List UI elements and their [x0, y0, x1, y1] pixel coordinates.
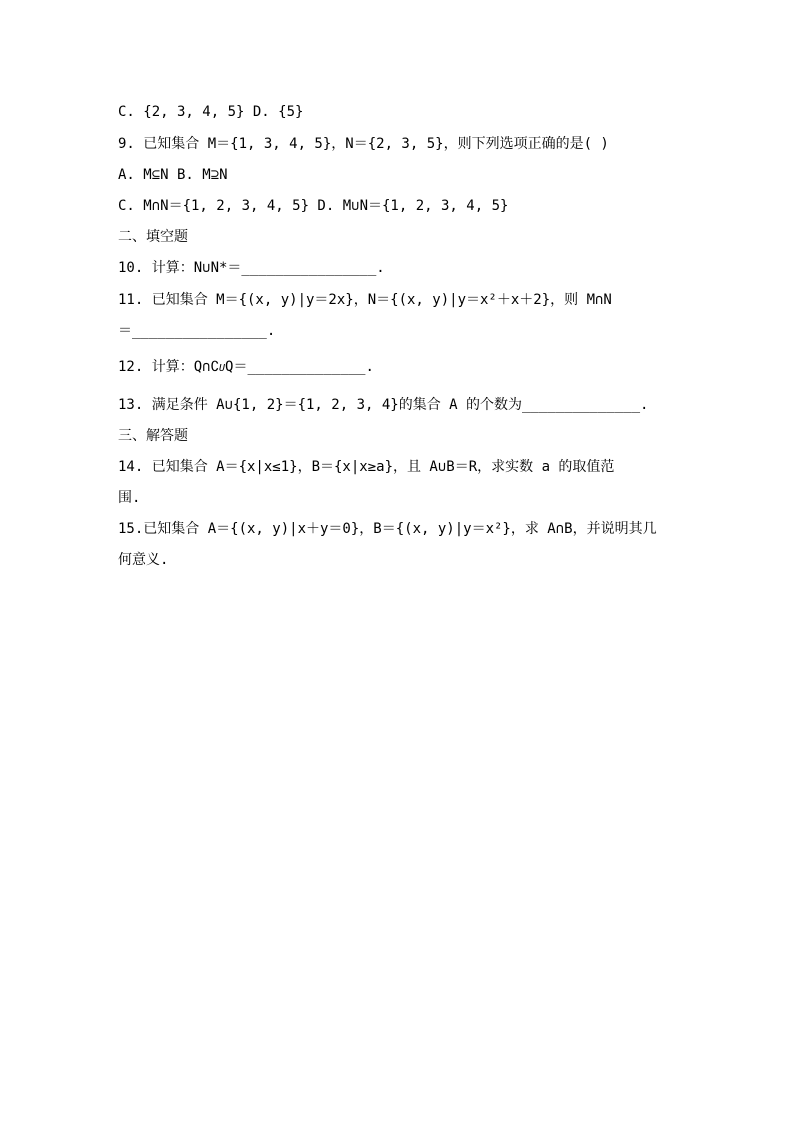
- question-15-line-1: 15.已知集合 A＝{(x, y)|x＋y＝0}，B＝{(x, y)|y＝x²}，求 A∩B，并说明其几: [118, 521, 657, 537]
- question-12-prefix: 12. 计算：Q∩∁: [118, 359, 220, 375]
- question-11-line-2: ＝________________.: [118, 323, 276, 339]
- section-heading-answer: 三、解答题: [118, 428, 188, 444]
- question-10: 10. 计算：N∪N*＝________________.: [118, 260, 385, 276]
- question-11-line-1: 11. 已知集合 M＝{(x, y)|y＝2x}，N＝{(x, y)|y＝x²＋x＋2}，则 M∩N: [118, 292, 612, 308]
- question-14-line-1: 14. 已知集合 A＝{x|x≤1}，B＝{x|x≥a}，且 A∪B＝R，求实数 a 的取值范: [118, 459, 615, 475]
- question-12-suffix: Q＝______________.: [225, 359, 374, 375]
- section-heading-fill-blank: 二、填空题: [118, 229, 188, 245]
- question-12: [118, 358, 374, 378]
- option-line-9cd: C. M∩N＝{1, 2, 3, 4, 5} D. M∪N＝{1, 2, 3, 4, 5}: [118, 198, 509, 214]
- question-15-line-2: 何意义.: [118, 552, 169, 568]
- question-9: 9. 已知集合 M＝{1, 3, 4, 5}，N＝{2, 3, 5}，则下列选项正确的是( ): [118, 136, 609, 152]
- option-line-9ab: A. M⊆N B. M⊇N: [118, 167, 228, 183]
- option-line-8cd: C. {2, 3, 4, 5} D. {5}: [118, 104, 304, 120]
- question-14-line-2: 围.: [118, 490, 141, 506]
- question-13: 13. 满足条件 A∪{1, 2}＝{1, 2, 3, 4}的集合 A 的个数为______________.: [118, 397, 649, 413]
- complement-subscript-u: U: [219, 363, 226, 374]
